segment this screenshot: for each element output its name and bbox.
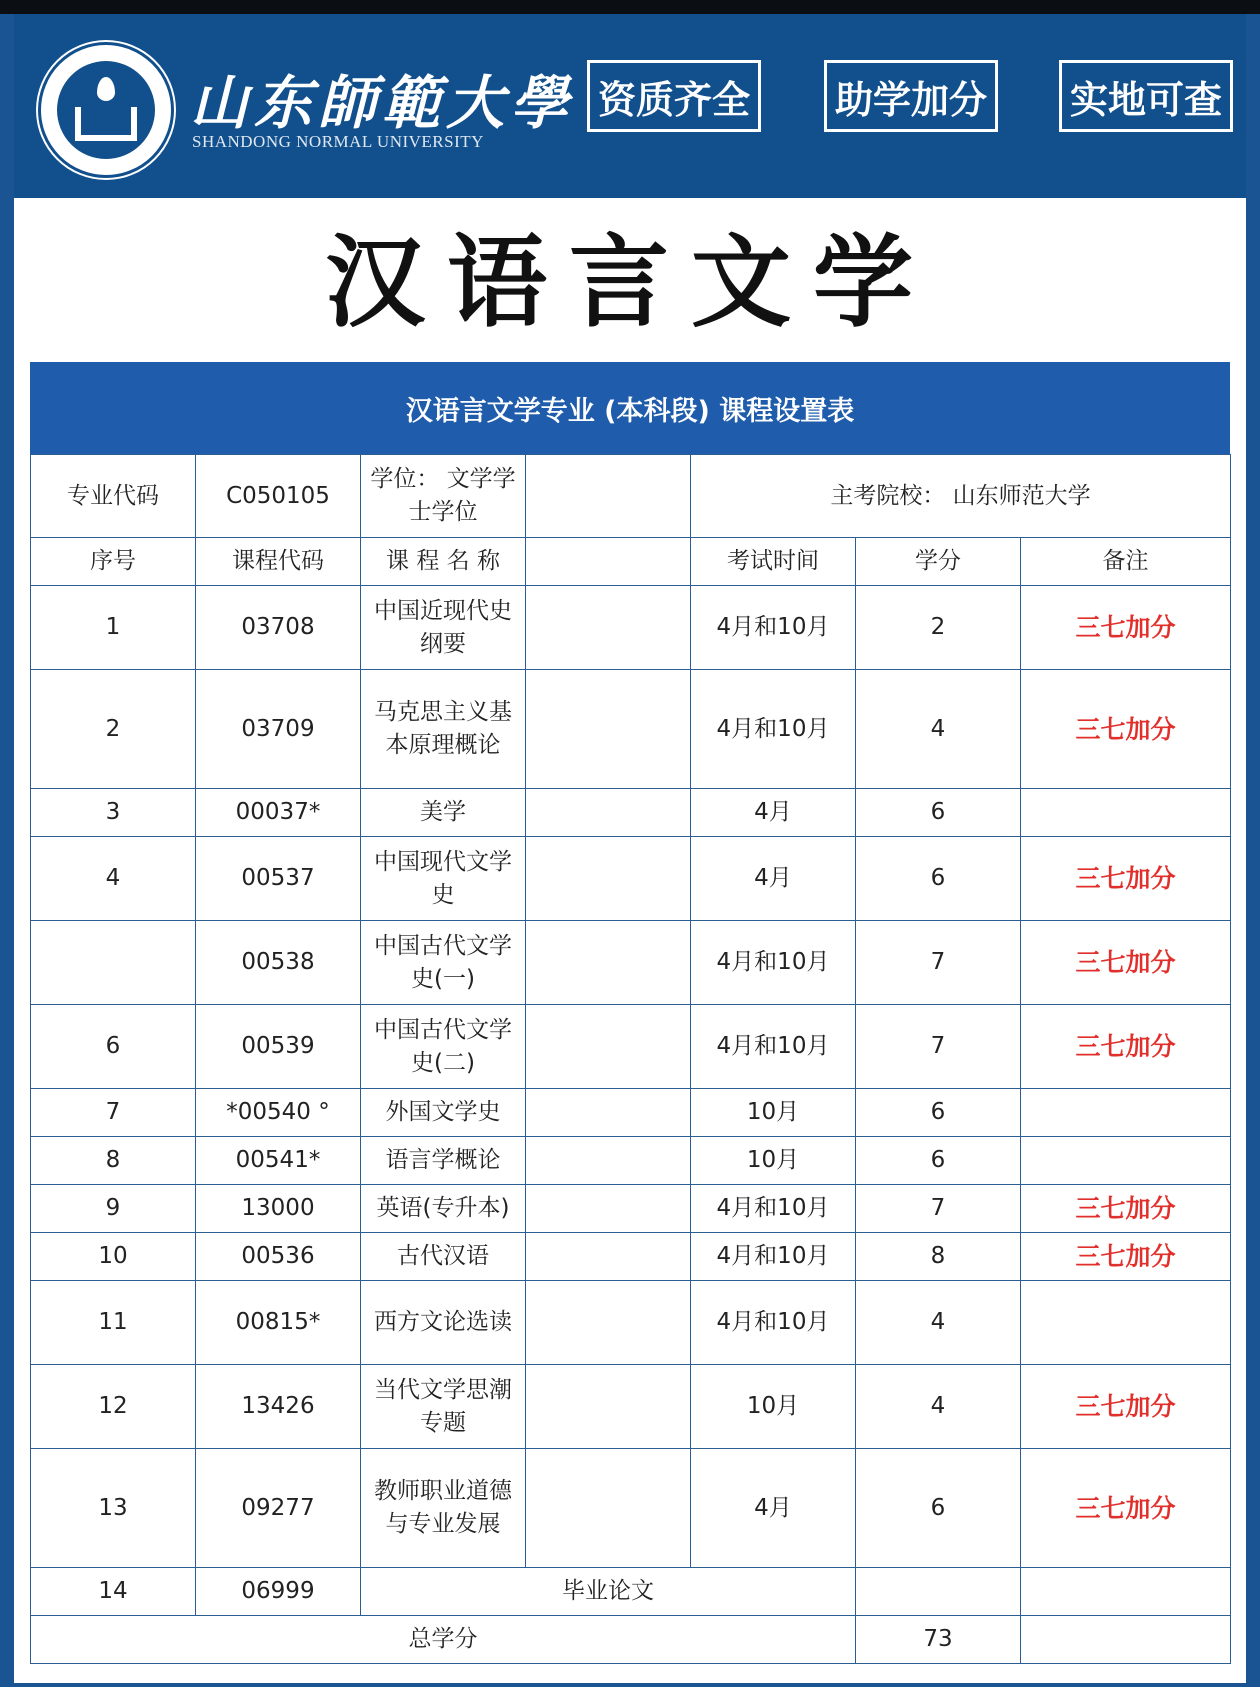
major-code-value: C050105 (196, 455, 361, 538)
row-number: 6 (31, 1005, 196, 1089)
course-code: 00537 (196, 837, 361, 921)
note: 三七加分 (1021, 1185, 1231, 1233)
row-number: 2 (31, 670, 196, 789)
course-code: 06999 (196, 1568, 361, 1616)
credit: 7 (856, 921, 1021, 1005)
course-code: 03708 (196, 586, 361, 670)
row-number: 7 (31, 1089, 196, 1137)
course-code: 13426 (196, 1365, 361, 1449)
course-name: 外国文学史 (361, 1089, 526, 1137)
exam-time: 4月和10月 (691, 586, 856, 670)
course-table (30, 454, 1231, 1664)
table-row (31, 1185, 1231, 1233)
table-row (31, 670, 1231, 789)
empty-cell (526, 1281, 691, 1365)
note: 三七加分 (1021, 1005, 1231, 1089)
empty-cell (526, 1365, 691, 1449)
empty-cell (526, 789, 691, 837)
course-name: 美学 (361, 789, 526, 837)
major-title: 汉语言文学 (325, 223, 935, 341)
row-number: 13 (31, 1449, 196, 1568)
row-number: 12 (31, 1365, 196, 1449)
exam-time: 4月 (691, 789, 856, 837)
empty-cell (526, 1137, 691, 1185)
note: 三七加分 (1021, 837, 1231, 921)
credit: 6 (856, 1089, 1021, 1137)
exam-time: 4月 (691, 1449, 856, 1568)
exam-time: 4月和10月 (691, 1233, 856, 1281)
note (1021, 1281, 1231, 1365)
row-number: 14 (31, 1568, 196, 1616)
course-code: 00538 (196, 921, 361, 1005)
credit: 6 (856, 1449, 1021, 1568)
right-border (1246, 14, 1260, 1687)
credit: 6 (856, 1137, 1021, 1185)
note: 三七加分 (1021, 921, 1231, 1005)
course-code: 00037* (196, 789, 361, 837)
course-name: 语言学概论 (361, 1137, 526, 1185)
exam-time: 4月和10月 (691, 1185, 856, 1233)
course-code: 03709 (196, 670, 361, 789)
course-name: 中国现代文学史 (361, 837, 526, 921)
empty-cell (526, 455, 691, 538)
table-row (31, 837, 1231, 921)
table-row (31, 921, 1231, 1005)
table-row (31, 1365, 1231, 1449)
info-row (31, 455, 1231, 538)
empty-cell (526, 1449, 691, 1568)
note: 三七加分 (1021, 670, 1231, 789)
course-code: *00540 ° (196, 1089, 361, 1137)
left-border (0, 14, 14, 1687)
thesis-row (31, 1568, 1231, 1616)
tag-verifiable: 实地可查 (1059, 60, 1233, 132)
course-name: 中国古代文学史(二) (361, 1005, 526, 1089)
university-logo (38, 42, 174, 178)
course-table-container (30, 362, 1230, 1664)
empty-cell (526, 586, 691, 670)
table-row (31, 1281, 1231, 1365)
row-number: 10 (31, 1233, 196, 1281)
empty-cell (526, 1185, 691, 1233)
exam-time: 10月 (691, 1089, 856, 1137)
bottom-border (0, 1683, 1260, 1687)
course-code: 09277 (196, 1449, 361, 1568)
logo-emblem (57, 61, 155, 159)
credit: 4 (856, 670, 1021, 789)
note: 三七加分 (1021, 1365, 1231, 1449)
course-name: 英语(专升本) (361, 1185, 526, 1233)
empty-cell (526, 921, 691, 1005)
course-name: 马克思主义基本原理概论 (361, 670, 526, 789)
exam-school-cell: 主考院校： 山东师范大学 (691, 455, 1231, 538)
course-name: 古代汉语 (361, 1233, 526, 1281)
col-header-credit: 学分 (856, 538, 1021, 586)
empty-cell (856, 1568, 1021, 1616)
course-code: 13000 (196, 1185, 361, 1233)
row-number: 8 (31, 1137, 196, 1185)
note (1021, 789, 1231, 837)
empty-cell (526, 1089, 691, 1137)
top-bar (0, 0, 1260, 14)
degree-cell: 学位： 文学学士学位 (361, 455, 526, 538)
course-code: 00815* (196, 1281, 361, 1365)
note (1021, 1137, 1231, 1185)
table-row (31, 1089, 1231, 1137)
note: 三七加分 (1021, 1233, 1231, 1281)
row-number: 3 (31, 789, 196, 837)
note: 三七加分 (1021, 1449, 1231, 1568)
row-number: 1 (31, 586, 196, 670)
header-banner (14, 14, 1246, 198)
total-row (31, 1616, 1231, 1664)
course-name: 当代文学思潮专题 (361, 1365, 526, 1449)
header-row (31, 538, 1231, 586)
empty-cell (1021, 1616, 1231, 1664)
course-name: 教师职业道德与专业发展 (361, 1449, 526, 1568)
course-name: 中国古代文学史(一) (361, 921, 526, 1005)
snu-mark-icon (75, 107, 137, 141)
exam-time: 4月 (691, 837, 856, 921)
table-caption: 汉语言文学专业 (本科段) 课程设置表 (30, 362, 1230, 454)
thesis-name: 毕业论文 (361, 1568, 856, 1616)
col-header-no: 序号 (31, 538, 196, 586)
empty-cell (526, 670, 691, 789)
table-row (31, 1233, 1231, 1281)
empty-cell (526, 1005, 691, 1089)
note: 三七加分 (1021, 586, 1231, 670)
credit: 2 (856, 586, 1021, 670)
row-number (31, 921, 196, 1005)
note (1021, 1089, 1231, 1137)
credit: 4 (856, 1365, 1021, 1449)
credit: 7 (856, 1185, 1021, 1233)
credit: 4 (856, 1281, 1021, 1365)
major-code-label: 专业代码 (31, 455, 196, 538)
exam-time: 10月 (691, 1137, 856, 1185)
row-number: 9 (31, 1185, 196, 1233)
col-header-code: 课程代码 (196, 538, 361, 586)
university-name-cn: 山东師範大學 (190, 69, 575, 137)
exam-time: 4月和10月 (691, 1005, 856, 1089)
table-row (31, 1005, 1231, 1089)
table-row (31, 586, 1231, 670)
total-label: 总学分 (31, 1616, 856, 1664)
university-name-en: SHANDONG NORMAL UNIVERSITY (192, 132, 484, 151)
exam-time: 4月和10月 (691, 670, 856, 789)
empty-cell (526, 837, 691, 921)
water-drop-icon (97, 77, 115, 101)
table-row (31, 789, 1231, 837)
empty-cell (1021, 1568, 1231, 1616)
empty-cell (526, 538, 691, 586)
course-code: 00539 (196, 1005, 361, 1089)
table-row (31, 1449, 1231, 1568)
course-name: 西方文论选读 (361, 1281, 526, 1365)
credit: 8 (856, 1233, 1021, 1281)
course-name: 中国近现代史纲要 (361, 586, 526, 670)
tag-qualification: 资质齐全 (587, 60, 761, 132)
course-code: 00536 (196, 1233, 361, 1281)
exam-time: 4月和10月 (691, 1281, 856, 1365)
course-code: 00541* (196, 1137, 361, 1185)
row-number: 11 (31, 1281, 196, 1365)
credit: 6 (856, 789, 1021, 837)
credit: 7 (856, 1005, 1021, 1089)
exam-time: 4月和10月 (691, 921, 856, 1005)
exam-time: 10月 (691, 1365, 856, 1449)
credit: 6 (856, 837, 1021, 921)
total-value: 73 (856, 1616, 1021, 1664)
col-header-note: 备注 (1021, 538, 1231, 586)
col-header-time: 考试时间 (691, 538, 856, 586)
row-number: 4 (31, 837, 196, 921)
empty-cell (526, 1233, 691, 1281)
tag-bonus-points: 助学加分 (824, 60, 998, 132)
col-header-name: 课 程 名 称 (361, 538, 526, 586)
table-row (31, 1137, 1231, 1185)
